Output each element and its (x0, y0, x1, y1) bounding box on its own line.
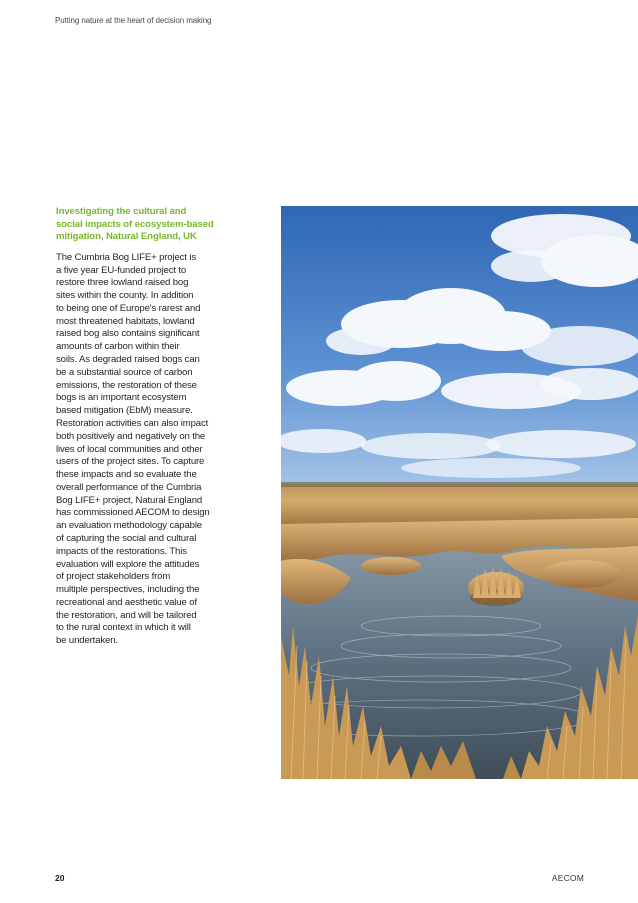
body-line: multiple perspectives, including the (56, 584, 200, 596)
body-line: a five year EU-funded project to (56, 264, 187, 276)
body-line: restore three lowland raised bog (56, 277, 189, 289)
running-header: Putting nature at the heart of decision making (55, 16, 212, 25)
body-line: evaluation will explore the attitudes (56, 558, 200, 570)
article-column (56, 206, 228, 648)
body-line: to being one of Europe's rarest and (56, 302, 201, 314)
article-body (56, 252, 228, 648)
body-line: be undertaken. (56, 635, 118, 647)
body-line: be a substantial source of carbon (56, 366, 193, 378)
body-line: lives of local communities and other (56, 443, 203, 455)
body-line: Bog LIFE+ project, Natural England (56, 494, 203, 506)
body-line: of capturing the social and cultural (56, 532, 197, 544)
body-line: Restoration activities can also impact (56, 417, 209, 429)
heading-line: Investigating the cultural and (56, 206, 187, 217)
body-line: soils. As degraded raised bogs can (56, 354, 200, 366)
body-line: users of the project sites. To capture (56, 456, 205, 468)
body-line: raised bog also contains significant (56, 328, 200, 340)
body-line: these impacts and so evaluate the (56, 469, 197, 481)
body-line: amounts of carbon within their (56, 341, 180, 353)
heading-line: mitigation, Natural England, UK (56, 231, 197, 243)
horizon-line (281, 482, 638, 487)
body-line: emissions, the restoration of these (56, 379, 197, 391)
distant-moorland (281, 484, 638, 524)
footer-brand: AECOM (551, 873, 584, 883)
body-line: both positively and negatively on the (56, 430, 206, 442)
page-number: 20 (55, 873, 65, 883)
body-line: of project stakeholders from (56, 571, 171, 583)
body-line: to the rural context in which it will (56, 622, 191, 634)
body-line: has commissioned AECOM to design (56, 507, 210, 519)
article-heading (56, 206, 228, 244)
body-line: sites within the county. In addition (56, 290, 194, 302)
body-line: an evaluation methodology capable (56, 520, 202, 532)
bog-landscape-photo (281, 206, 638, 779)
body-line: The Cumbria Bog LIFE+ project is (56, 251, 196, 263)
body-line: bogs is an important ecosystem (56, 392, 187, 404)
bog-landscape-illustration (281, 206, 638, 779)
body-line: the restoration, and will be tailored (56, 609, 197, 621)
heading-line: social impacts of ecosystem-based (56, 218, 214, 230)
body-line: recreational and aesthetic value of (56, 596, 197, 608)
body-line: based mitigation (EbM) measure. (56, 405, 193, 417)
body-line: impacts of the restorations. This (56, 545, 187, 557)
body-line: most threatened habitats, lowland (56, 315, 195, 327)
body-line: overall performance of the Cumbria (56, 481, 202, 493)
